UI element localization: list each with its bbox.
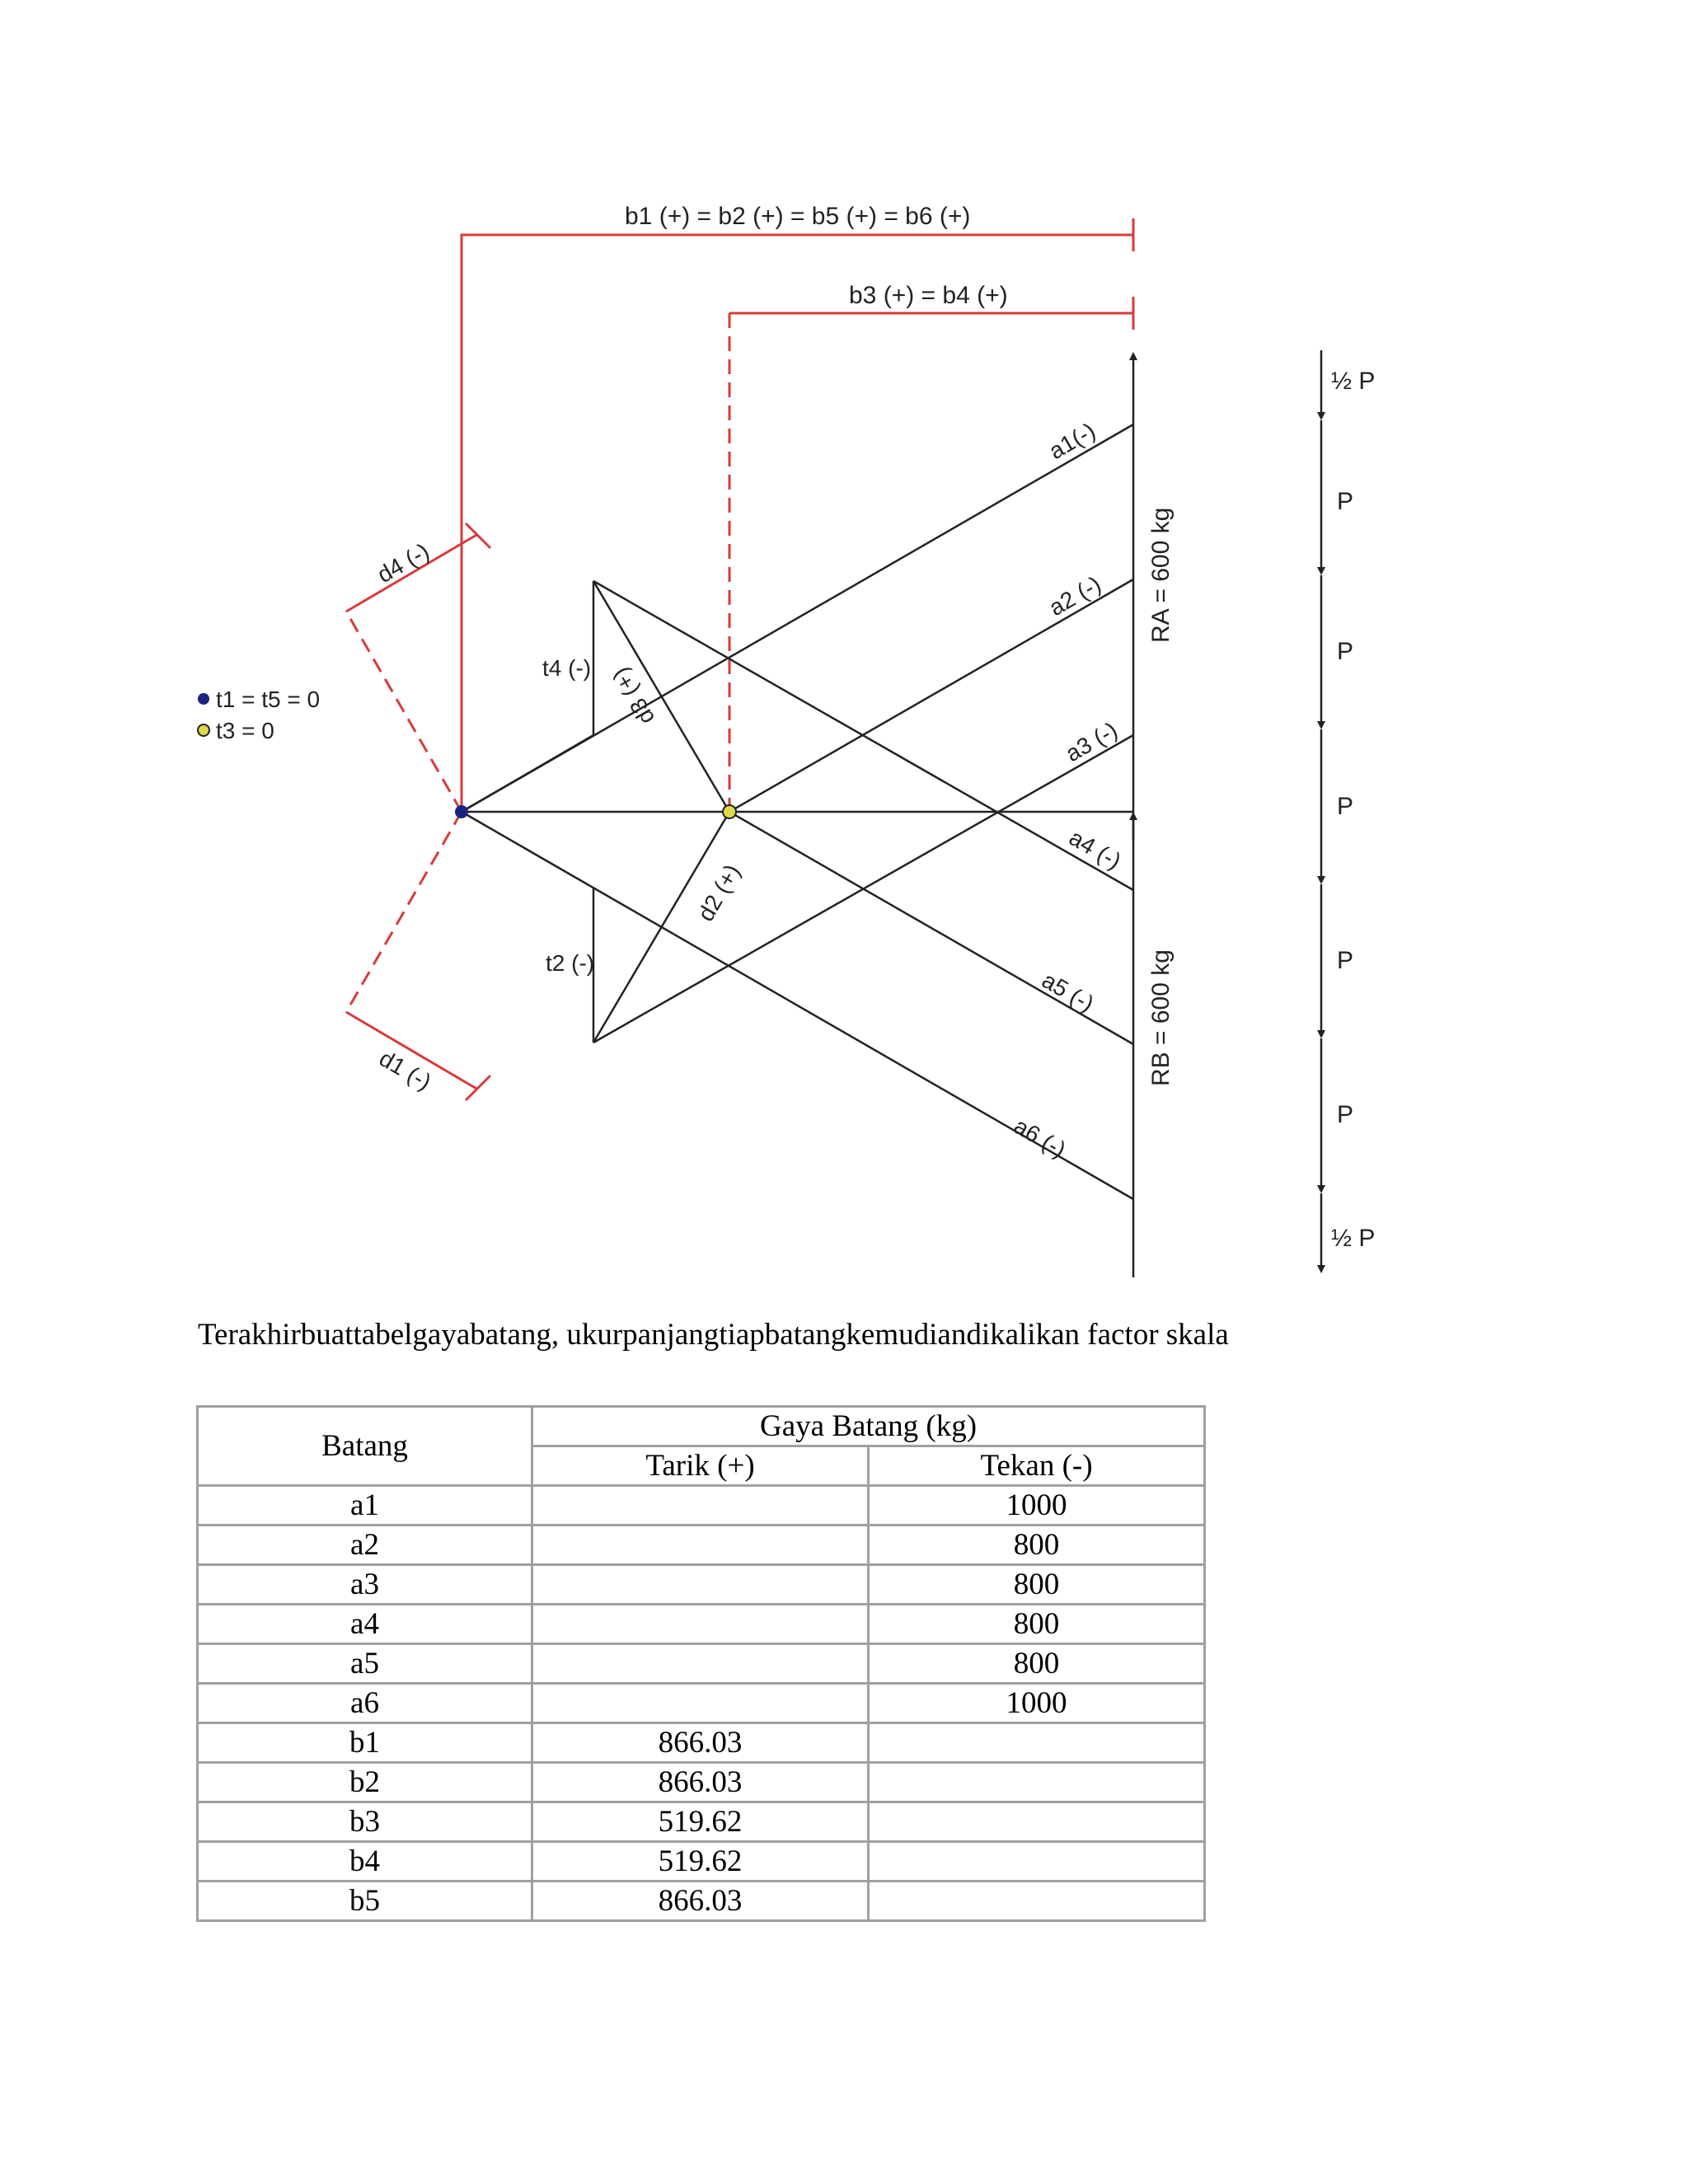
top-dimension-line (462, 235, 1133, 812)
cell-tarik: 519.62 (532, 1842, 869, 1882)
label-a5: a5 (-) (1038, 967, 1099, 1017)
label-a3: a3 (-) (1061, 716, 1122, 767)
cell-tarik (532, 1486, 869, 1526)
mid-dimension-label: b3 (+) = b4 (+) (849, 282, 1008, 309)
force-table (196, 1405, 1206, 1922)
cell-tarik (532, 1644, 869, 1684)
caption: Terakhirbuattabelgayabatang, ukurpanjangtiapbatangkemudiandikalikan factor skala (198, 1318, 1229, 1352)
load-half-bottom: ½ P (1331, 1225, 1376, 1252)
cell-tekan (869, 1763, 1205, 1802)
cell-batang: a6 (198, 1684, 532, 1723)
cell-tekan: 800 (869, 1526, 1205, 1565)
table-row (198, 1644, 1205, 1684)
cell-tarik (532, 1684, 869, 1723)
table-row (198, 1763, 1205, 1802)
cell-tekan: 1000 (869, 1684, 1205, 1723)
load-p2: P (1337, 638, 1354, 665)
cell-batang: a1 (198, 1486, 532, 1526)
cell-tarik: 519.62 (532, 1802, 869, 1842)
label-d4: d4 (-) (373, 537, 434, 588)
load-p5: P (1337, 1101, 1354, 1128)
table-row (198, 1723, 1205, 1763)
label-d2: d2 (+) (692, 860, 746, 926)
cell-batang: a4 (198, 1605, 532, 1644)
cell-tarik (532, 1565, 869, 1605)
load-p1: P (1337, 488, 1354, 515)
label-t2: t2 (-) (546, 950, 595, 976)
legend-t3: t3 = 0 (216, 718, 274, 743)
cell-tekan: 800 (869, 1605, 1205, 1644)
legend-dot-blue (198, 693, 209, 705)
cell-tarik: 866.03 (532, 1723, 869, 1763)
header-batang: Batang (198, 1407, 532, 1486)
label-d3: d3 (+) (607, 663, 660, 729)
label-a6: a6 (-) (1010, 1113, 1071, 1163)
legend-dot-yellow (198, 724, 209, 736)
cell-batang: a2 (198, 1526, 532, 1565)
label-rb: RB = 600 kg (1147, 949, 1175, 1086)
cell-tekan (869, 1842, 1205, 1882)
table-row (198, 1842, 1205, 1882)
label-ra: RA = 600 kg (1147, 507, 1175, 643)
label-t4: t4 (-) (542, 655, 592, 681)
cell-tekan (869, 1882, 1205, 1921)
load-half-top: ½ P (1331, 368, 1376, 395)
table-row (198, 1802, 1205, 1842)
load-p4: P (1337, 947, 1354, 974)
top-dimension-label: b1 (+) = b2 (+) = b5 (+) = b6 (+) (625, 203, 971, 230)
cell-tarik (532, 1526, 869, 1565)
table-row (198, 1684, 1205, 1723)
cell-batang: b4 (198, 1842, 532, 1882)
cell-batang: a3 (198, 1565, 532, 1605)
table-row (198, 1605, 1205, 1644)
dimension-lines (462, 218, 1133, 812)
table-row (198, 1486, 1205, 1526)
cell-tarik: 866.03 (532, 1763, 869, 1802)
cell-tekan (869, 1723, 1205, 1763)
header-gaya: Gaya Batang (kg) (532, 1407, 1205, 1446)
table-row (198, 1882, 1205, 1921)
label-a4: a4 (-) (1065, 824, 1126, 874)
label-d1: d1 (-) (375, 1045, 436, 1095)
label-a1: a1(-) (1044, 417, 1100, 465)
header-tarik: Tarik (+) (532, 1446, 869, 1486)
table-row (198, 1565, 1205, 1605)
cell-batang: b5 (198, 1882, 532, 1921)
node-t3 (723, 805, 736, 818)
cell-batang: b2 (198, 1763, 532, 1802)
node-t1-t5 (455, 805, 468, 818)
cell-batang: b1 (198, 1723, 532, 1763)
cell-tekan: 1000 (869, 1486, 1205, 1526)
label-a2: a2 (-) (1044, 570, 1105, 621)
cell-tarik: 866.03 (532, 1882, 869, 1921)
cell-tekan: 800 (869, 1644, 1205, 1684)
cell-batang: a5 (198, 1644, 532, 1684)
cell-batang: b3 (198, 1802, 532, 1842)
cell-tarik (532, 1605, 869, 1644)
cell-tekan (869, 1802, 1205, 1842)
header-tekan: Tekan (-) (869, 1446, 1205, 1486)
cell-tekan: 800 (869, 1565, 1205, 1605)
load-p3: P (1337, 793, 1354, 820)
legend-t1-t5: t1 = t5 = 0 (216, 687, 321, 712)
table-row (198, 1526, 1205, 1565)
